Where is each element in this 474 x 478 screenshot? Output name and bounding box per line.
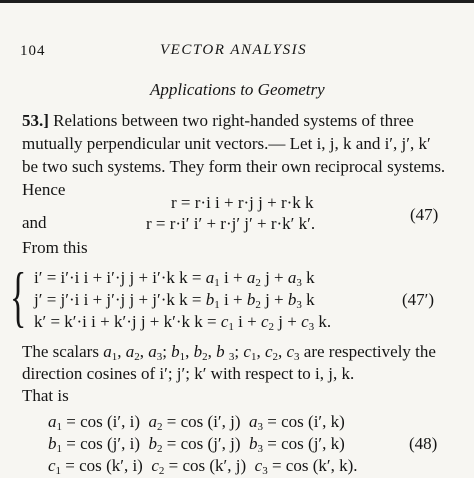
para-line-1: 53.] Relations between two right-handed systems of three: [22, 111, 414, 130]
equation-48-row-3: $c_1 = \cos (k'$, i) $c_2 = \cos (k'$, j) $c_3 = \cos (k'$, k).: [48, 456, 358, 477]
equation-number-48: (48): [409, 434, 438, 453]
and-word: and: [22, 213, 47, 232]
scalars-line-1: The scalars $a_1$, $a_2$, $a_3$; $b_1$, $b_2$, b $_3$; $c_1$, $c_2$, $c_3$ are respectively the: [22, 342, 436, 363]
para-line-4: Hence: [22, 180, 66, 199]
equation-47-line-2: r = r·i′ i′ + r·j′ j′ + r·k′ k′.: [146, 214, 316, 233]
running-head: VECTOR ANALYSIS: [160, 42, 308, 58]
equation-48-row-2: $b_1 = \cos (j'$, i) $b_2 = \cos (j'$, j) $b_3 = \cos (j'$, k): [48, 434, 345, 455]
section-title: Applications to Geometry: [150, 80, 325, 99]
para-line-2: mutually perpendicular unit vectors.— Let i, j, k and i′, j′, k′: [22, 134, 431, 153]
equation-number-47: (47): [410, 205, 439, 224]
page-number: 104: [20, 43, 46, 59]
scalars-line-3: That is: [22, 386, 69, 405]
equation-number-47p: (47′): [402, 290, 435, 309]
equation-47-line-1: r = r·i i + r·j j + r·k k: [171, 193, 314, 212]
top-border: [0, 0, 474, 3]
equation-47p-row-2: j′ = j′·i i + j′·j j + j′·k $k = b_1$ $i + b_2$ $j + b_3$ k: [34, 290, 315, 311]
from-this-text: From this: [22, 238, 88, 257]
left-brace: {: [10, 258, 27, 334]
para-line-3: be two such systems. They form their own reciprocal systems.: [22, 157, 446, 176]
equation-47p-row-3: k′ = k′·i i + k′·j j + k′·k $k = c_1$ $i + c_2$ $j + c_3$ k.: [34, 312, 332, 333]
equation-48-row-1: $a_1 = \cos (i'$, i) $a_2 = \cos (i'$, j) $a_3 = \cos (i'$, k): [48, 412, 345, 433]
equation-47p-row-1: i′ = i′·i i + i′·j j + i′·k $k = a_1$ $i + a_2$ $j + a_3$ k: [34, 268, 315, 289]
scalars-line-2: direction cosines of i′; j′; k′ with respect to i, j, k.: [22, 364, 355, 383]
article-number: 53.]: [22, 111, 49, 130]
